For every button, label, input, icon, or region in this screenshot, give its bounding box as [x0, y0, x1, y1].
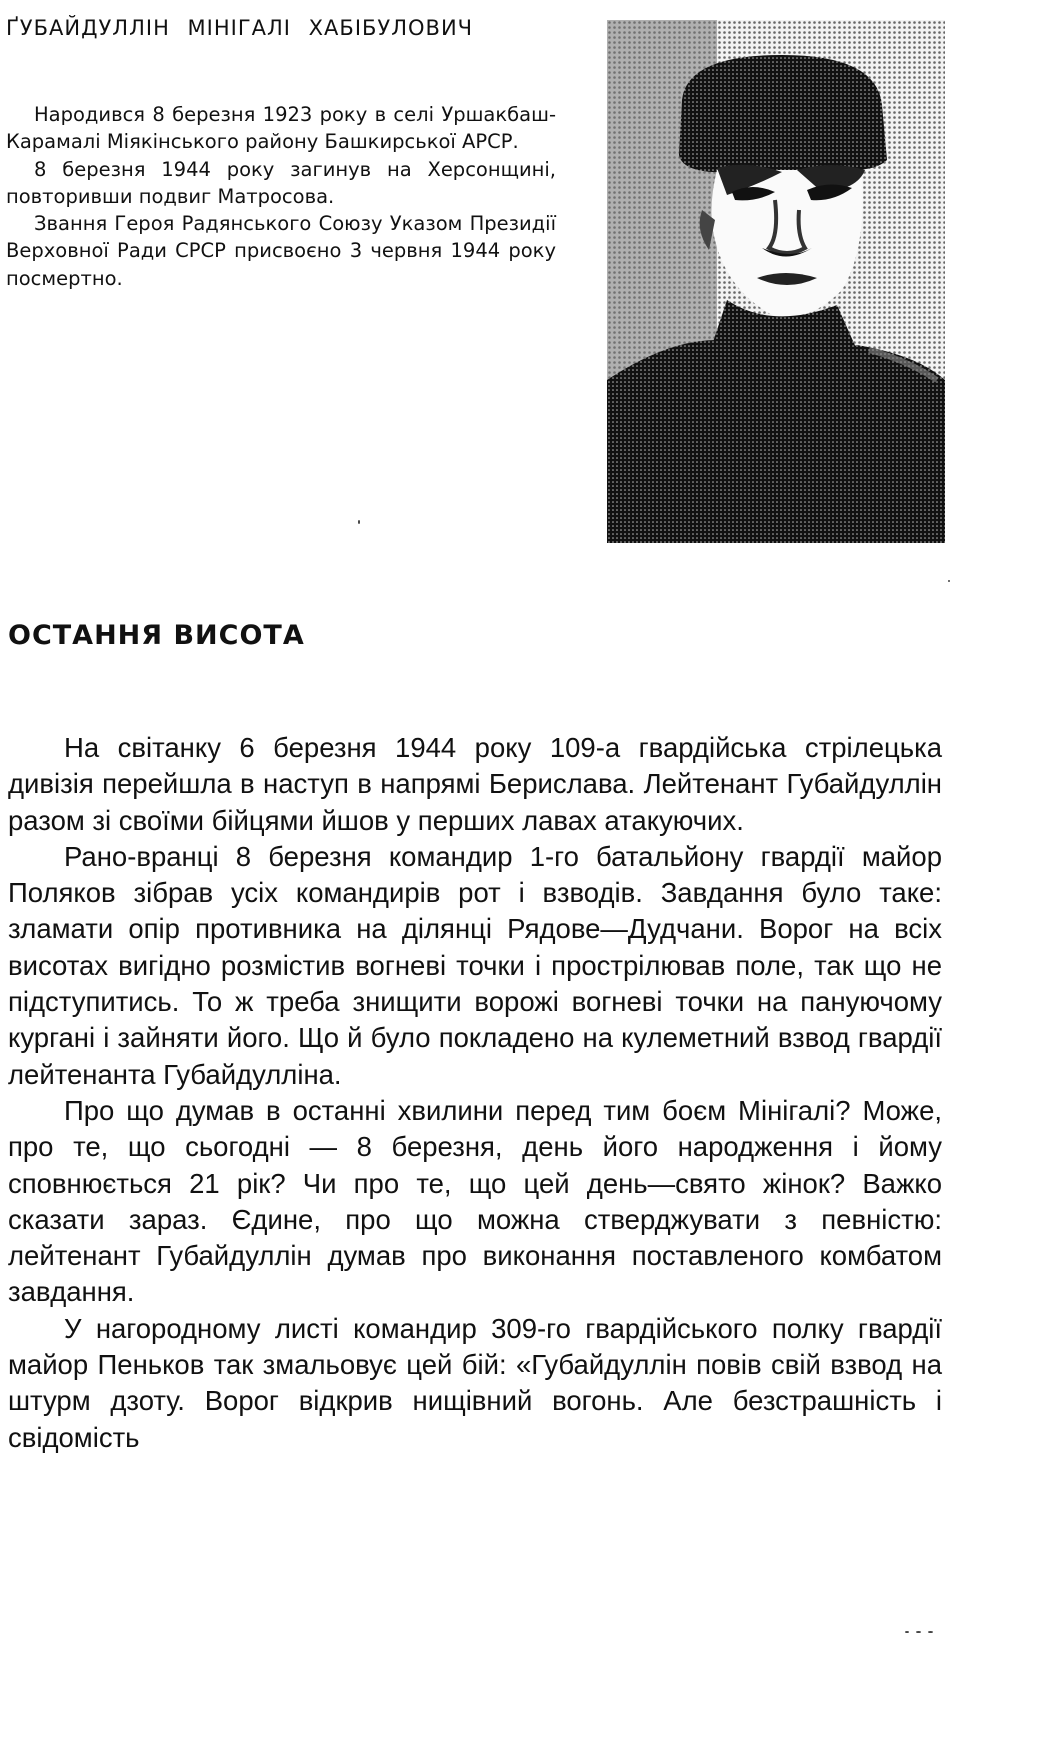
scan-speck [358, 520, 360, 524]
tunic-shape [607, 340, 945, 543]
article-paragraph: Про що думав в останні хвилини перед тим боєм Мінігалі? Може, про те, що сьогодні — 8 березня, день його народження і йому сповнюється 21 рік? Чи про те, що цей день—свято жінок? Важко сказати зараз. Єдине, про що можна стверджувати з певністю: лейтенант Губайдуллін думав про виконання поставленого комбатом завдання. [8, 1094, 942, 1308]
article-body [8, 730, 942, 1456]
article-paragraph: У нагородному листі командир 309-го гвардійського полку гвардії майор Пеньков так змальовує цей бій: «Губайдуллін повів свій взвод на штурм дзоту. Ворог відкрив нищівний вогонь. Але безстрашність і свідомість [8, 1312, 942, 1453]
scan-speck [928, 1631, 933, 1633]
portrait-image [607, 20, 945, 543]
scan-speck [905, 1631, 909, 1633]
article-title: ОСТАННЯ ВИСОТА [8, 620, 305, 651]
bio-paragraph-birth: Народився 8 березня 1923 року в селі Уршакбаш-Карамалі Міякінського району Башкирської АРСР. [6, 103, 556, 154]
article-paragraph: Рано-вранці 8 березня командир 1-го батальйону гвардії майор Поляков зібрав усіх командирів рот і взводів. Завдання було таке: зламати опір противника на ділянці Рядове—Дудчани. Ворог на всіх висотах вигідно розмістив вогневі точки і прострілював поле, так що не підступитись. То ж треба знищити ворожі вогневі точки на пануючому кургані і зайняти його. Що й було покладено на кулеметний взвод гвардії лейтенанта Губайдулліна. [8, 840, 942, 1090]
hero-name-heading: ҐУБАЙДУЛЛІН МІНІГАЛІ ХАБІБУЛОВИЧ [6, 16, 474, 40]
scan-speck [916, 1631, 921, 1633]
bio-paragraph-death: 8 березня 1944 року загинув на Херсонщині, повторивши подвиг Матросова. [6, 157, 556, 208]
portrait-photo [607, 20, 945, 543]
hat-shape [679, 55, 887, 172]
bio-paragraph-award: Звання Героя Радянського Союзу Указом Президії Верховної Ради СРСР присвоєно 3 червня 1944 року посмертно. [6, 212, 556, 290]
article-paragraph: На світанку 6 березня 1944 року 109-а гвардійська стрілецька дивізія перейшла в наступ в напрямі Берислава. Лейтенант Губайдуллін разом зі своїми бійцями йшов у перших лавах атакуючих. [8, 732, 942, 836]
biography-summary [6, 101, 556, 292]
scan-speck [948, 580, 950, 582]
